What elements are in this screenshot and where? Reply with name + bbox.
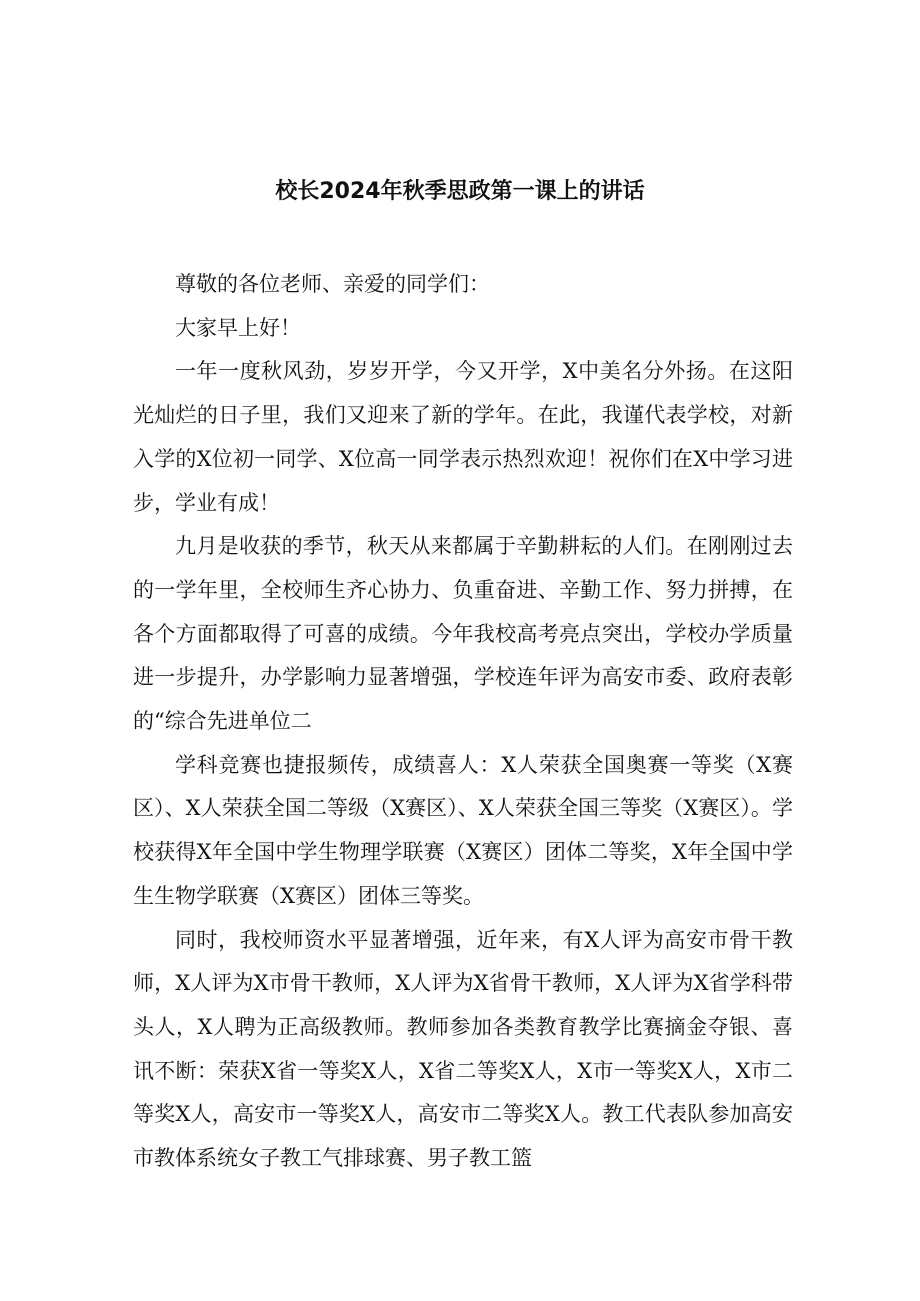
greeting-paragraph: 大家早上好！ [175, 315, 301, 340]
document-body [133, 263, 793, 1181]
competition-paragraph: 学科竞赛也捷报频传，成绩喜人：X人荣获全国奥赛一等奖（X赛区）、X人荣获全国二等级（X赛区）、X人荣获全国三等奖（X赛区）。学校获得X年全国中学生物理学联赛（X赛区）团体二等奖，X年全国中学生生物学联赛（X赛区）团体三等奖。 [133, 752, 793, 908]
welcome-paragraph: 一年一度秋风劲，岁岁开学，今又开学，X中美名分外扬。在这阳光灿烂的日子里，我们又迎来了新的学年。在此，我谨代表学校，对新入学的X位初一同学、X位高一同学表示热烈欢迎！祝你们在X中学习进步，学业有成！ [133, 359, 793, 515]
salutation-paragraph: 尊敬的各位老师、亲爱的同学们： [175, 272, 490, 296]
achievements-paragraph: 九月是收获的季节，秋天从来都属于辛勤耕耘的人们。在刚刚过去的一学年里，全校师生齐心协力、负重奋进、辛勤工作、努力拼搏，在各个方面都取得了可喜的成绩。今年我校高考亮点突出，学校办学质量进一步提升，办学影响力显著增强，学校连年评为高安市委、政府表彰的“综合先进单位二 [133, 534, 793, 734]
document-title: 校长2024年秋季思政第一课上的讲话 [275, 179, 645, 204]
faculty-paragraph: 同时，我校师资水平显著增强，近年来，有X人评为高安市骨干教师，X人评为X市骨干教师，X人评为X省骨干教师，X人评为X省学科带头人，X人聘为正高级教师。教师参加各类教育教学比赛摘金夺银、喜讯不断：荣获X省一等奖X人，X省二等奖X人，X市一等奖X人，X市二等奖X人，高安市一等奖X人，高安市二等奖X人。教工代表队参加高安市教体系统女子教工气排球赛、男子教工篮 [133, 927, 793, 1171]
